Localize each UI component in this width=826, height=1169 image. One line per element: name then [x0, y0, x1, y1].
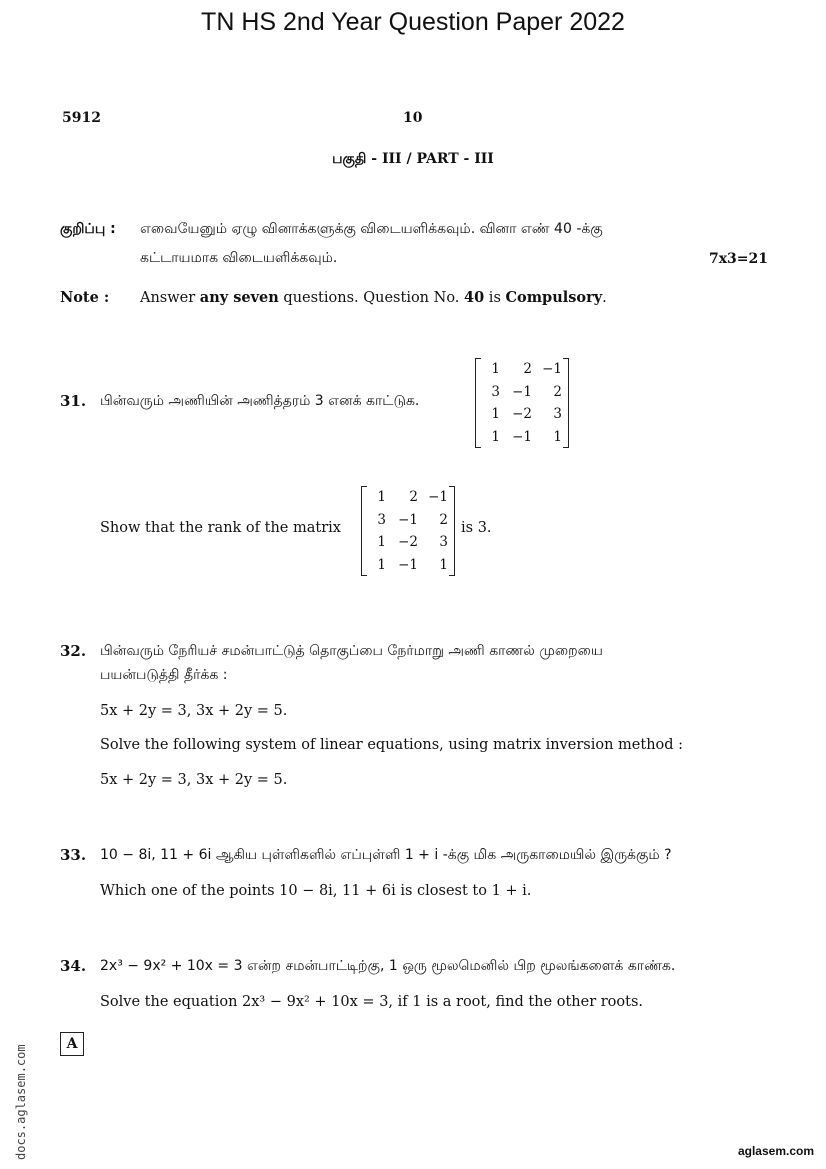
matrix-cell: 1 [377, 556, 386, 573]
question-32-tamil-line2: பயன்படுத்தி தீர்க்க : [100, 667, 228, 683]
matrix-cell: −1 [398, 511, 418, 528]
matrix-cell: 3 [553, 406, 562, 422]
page-banner-title: TN HS 2nd Year Question Paper 2022 [201, 8, 625, 36]
question-32-number: 32. [60, 642, 87, 660]
matrix-cell: −2 [512, 406, 532, 422]
matrix-cell: 3 [377, 511, 386, 528]
matrix-cell: 1 [491, 428, 500, 445]
tamil-note-label: குறிப்பு : [60, 221, 116, 237]
footer-site: aglasem.com [737, 1144, 814, 1158]
matrix-cell: −1 [512, 383, 532, 400]
matrix-cell: −1 [542, 361, 562, 377]
matrix-cell: 2 [553, 383, 562, 400]
matrix-cell: 1 [377, 534, 386, 550]
note-text: Answer any seven questions. Question No. 40 is Compulsory. [140, 289, 607, 306]
matrix-cell: 1 [377, 489, 386, 505]
matrix-cell: −2 [398, 534, 418, 550]
question-31-matrix-tamil [475, 358, 569, 448]
question-32-tamil-line1: பின்வரும் நேரியச் சமன்பாட்டுத் தொகுப்பை நேர்மாறு அணி காணல் முறையை [100, 643, 603, 659]
matrix-cell: −1 [512, 428, 532, 445]
note-label: Note : [60, 289, 110, 306]
question-34-number: 34. [60, 957, 87, 975]
question-31-number: 31. [60, 392, 87, 410]
question-34-english: Solve the equation 2x³ − 9x² + 10x = 3, if 1 is a root, find the other roots. [100, 994, 643, 1010]
question-31-english: Show that the rank of the matrix [100, 520, 341, 536]
matrix-cell: 1 [439, 556, 448, 573]
part-title: பகுதி - III / PART - III [332, 151, 494, 167]
question-33-tamil: 10 − 8i, 11 + 6i ஆகிய புள்ளிகளில் எப்புள்ளி 1 + i -க்கு மிக அருகாமையில் இருக்கும் ? [100, 847, 672, 863]
question-31-english-suffix: is 3. [461, 520, 492, 536]
paper-set-box: A [60, 1032, 84, 1056]
side-watermark: docs.aglasem.com [14, 1044, 28, 1160]
matrix-cell: 2 [523, 361, 532, 377]
question-32-english: Solve the following system of linear equations, using matrix inversion method : [100, 737, 684, 753]
matrix-cell: 1 [491, 361, 500, 377]
question-31-tamil: பின்வரும் அணியின் அணித்தரம் 3 எனக் காட்டுக. [100, 393, 420, 409]
question-32-equation-english: 5x + 2y = 3, 3x + 2y = 5. [100, 772, 288, 788]
matrix-cell: 1 [553, 428, 562, 445]
paper-code: 5912 [62, 110, 101, 126]
matrix-cell: 2 [409, 489, 418, 505]
question-33-number: 33. [60, 846, 87, 864]
matrix-cell: −1 [398, 556, 418, 573]
matrix-cell: 3 [439, 534, 448, 550]
matrix-cell: −1 [428, 489, 448, 505]
question-34-tamil: 2x³ − 9x² + 10x = 3 என்ற சமன்பாட்டிற்கு, 1 ஒரு மூலமெனில் பிற மூலங்களைக் காண்க. [100, 958, 676, 974]
marks-allocation: 7x3=21 [708, 251, 768, 267]
tamil-instruction-line2: கட்டாயமாக விடையளிக்கவும். [140, 250, 338, 266]
matrix-cell: 1 [491, 406, 500, 422]
matrix-cell: 3 [491, 383, 500, 400]
question-32-equation-tamil: 5x + 2y = 3, 3x + 2y = 5. [100, 703, 288, 719]
tamil-instruction-line1: எவையேனும் ஏழு வினாக்களுக்கு விடையளிக்கவும். வினா எண் 40 -க்கு [140, 221, 603, 237]
question-31-matrix-english [361, 486, 455, 576]
page-number: 10 [403, 110, 423, 126]
matrix-cell: 2 [439, 511, 448, 528]
question-33-english: Which one of the points 10 − 8i, 11 + 6i is closest to 1 + i. [100, 883, 532, 899]
